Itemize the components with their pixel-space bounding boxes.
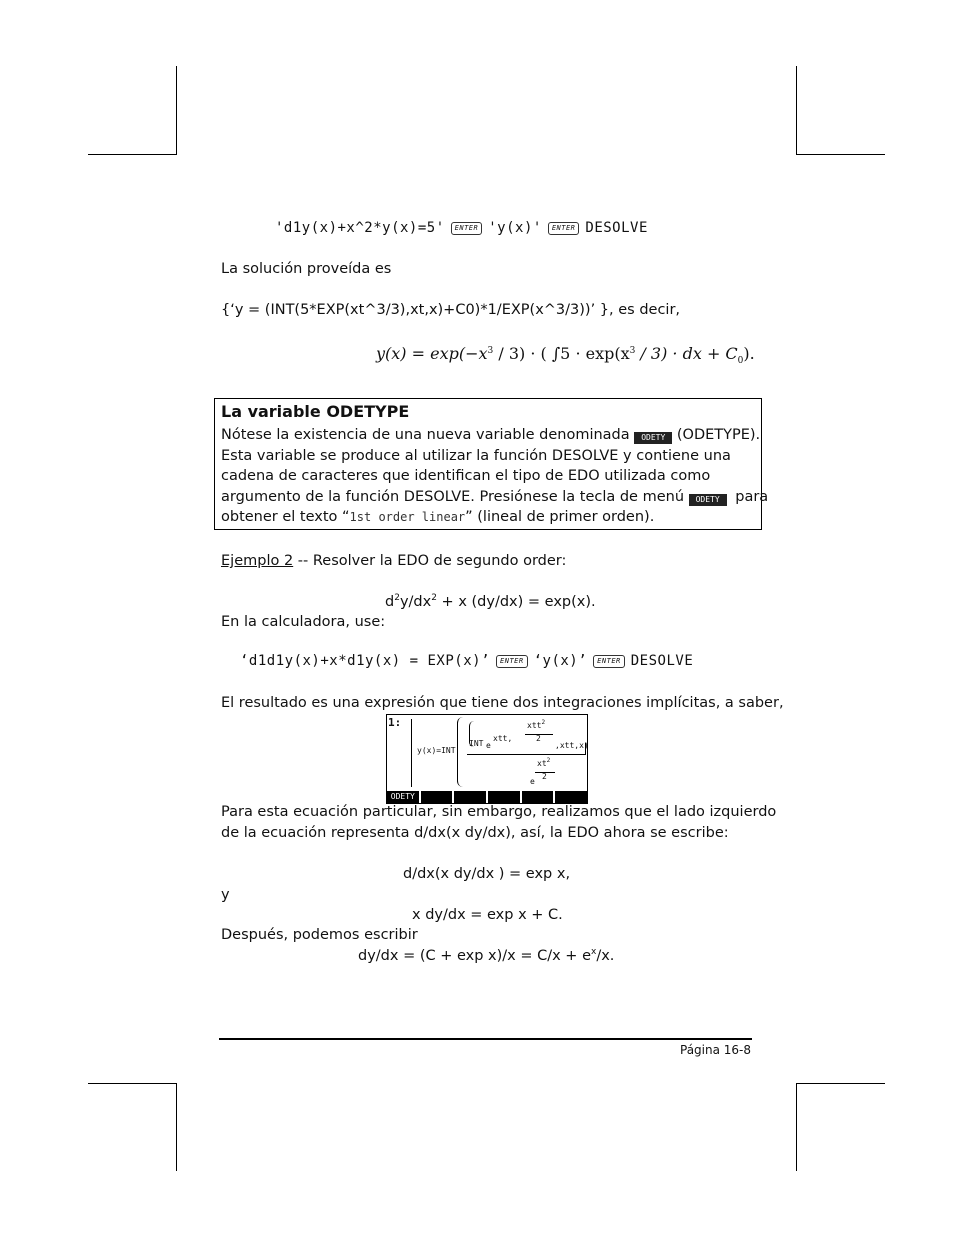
den-e: e: [530, 777, 535, 786]
equation-part: dy/dx = (C + exp x)/x = C/x + e: [358, 948, 591, 964]
crop-mark: [796, 154, 885, 155]
equation-a: d/dx(x dy/dx ) = exp x,: [403, 866, 571, 882]
softkey-odety[interactable]: ODETY: [387, 791, 419, 803]
command-text: ‘d1d1y(x)+x*d1y(x) = EXP(x)’: [240, 653, 491, 669]
despues-text: Después, podemos escribir: [221, 927, 418, 943]
formula-part: / 3) · ( ∫5 · exp(x: [493, 344, 630, 363]
command-line-2: [240, 651, 693, 671]
calculator-screen: [386, 714, 588, 804]
den-frac-num-text: xt: [537, 759, 547, 768]
odety-menu-icon: ODETY: [689, 494, 727, 506]
den-frac-den: 2: [542, 772, 547, 781]
box-line-1: [221, 425, 760, 445]
frac-den: 2: [536, 734, 541, 743]
stack-level-label: 1:: [388, 716, 402, 729]
example-2-heading: [221, 551, 566, 571]
box-line-3: cadena de caracteres que identifican el tipo de EDO utilizada como: [221, 468, 711, 484]
crop-mark: [176, 1083, 177, 1171]
formula-part: ).: [743, 344, 755, 363]
enter-key-icon: ENTER: [593, 655, 625, 668]
command-text: ‘y(x)’: [533, 653, 588, 669]
formula-exponent: 3: [629, 346, 636, 356]
equation-exponent: 2: [431, 593, 437, 603]
den-frac-num: [537, 759, 550, 768]
main-frac-line: [467, 754, 585, 755]
paragraph-line-1: Para esta ecuación particular, sin embargo, realizamos que el lado izquierdo: [221, 804, 777, 820]
solution-formula: [376, 344, 755, 366]
box-text: para: [735, 489, 769, 505]
command-text: DESOLVE: [630, 653, 694, 669]
equation-exponent: 2: [394, 593, 400, 603]
crop-mark: [88, 1083, 177, 1084]
box-text: (ODETYPE).: [676, 427, 761, 443]
command-line-1: [275, 218, 648, 238]
page-number: Página 16-8: [680, 1043, 752, 1057]
paragraph-line-2: de la ecuación representa d/dx(x dy/dx), así, la EDO ahora se escribe:: [221, 825, 729, 841]
crop-mark: [796, 1083, 797, 1171]
den-frac-exp: 2: [546, 757, 551, 764]
box-line-2: Esta variable se produce al utilizar la función DESOLVE y contiene una: [221, 448, 731, 464]
frac-num: [527, 721, 545, 730]
command-text: 'd1y(x)+x^2*y(x)=5': [275, 220, 445, 236]
example-2-text: -- Resolver la EDO de segundo order:: [293, 553, 567, 569]
example-2-equation: [385, 592, 596, 612]
solution-line: {‘y = (INT(5*EXP(xt^3/3),xt,x)+C0)*1/EXP(x^3/3))’ }, es decir,: [221, 302, 681, 318]
xtt-text: xtt,: [493, 734, 513, 743]
frac-num-text: xtt: [527, 721, 542, 730]
crop-mark: [88, 154, 177, 155]
equation-part: y/dx: [399, 594, 432, 610]
enter-key-icon: ENTER: [496, 655, 528, 668]
crop-mark: [796, 66, 797, 154]
y-word: y: [221, 887, 230, 903]
formula-part: / 3) · dx + C: [635, 344, 738, 363]
exp-e: e: [486, 741, 491, 750]
box-text: ” (lineal de primer orden).: [465, 509, 655, 525]
formula-subscript: 0: [737, 356, 744, 367]
enter-key-icon: ENTER: [548, 222, 580, 235]
tail-text: ,xtt,x): [555, 741, 589, 750]
equation-c: [358, 946, 614, 966]
crop-mark: [176, 66, 177, 154]
equation-part: /x.: [596, 948, 615, 964]
left-brace: [411, 719, 415, 787]
odety-menu-icon: ODETY: [634, 432, 672, 444]
command-text: DESOLVE: [585, 220, 648, 236]
crop-mark: [796, 1083, 885, 1084]
solution-intro: La solución proveída es: [221, 261, 392, 277]
box-line-5: [221, 507, 654, 527]
box-text: obtener el texto “: [221, 509, 350, 525]
equation-part: d: [385, 594, 395, 610]
command-text: 'y(x)': [488, 220, 542, 236]
big-paren: [457, 717, 464, 787]
equation-b: x dy/dx = exp x + C.: [412, 907, 563, 923]
box-text: argumento de la función DESOLVE. Presiónese la tecla de menú: [221, 489, 685, 505]
code-text: 1st order linear: [349, 510, 466, 524]
equation-exponent: x: [590, 947, 597, 957]
example-2-link: Ejemplo 2: [221, 553, 294, 569]
calc-intro: En la calculadora, use:: [221, 614, 386, 630]
formula-exponent: 3: [487, 346, 494, 356]
inner-int: INT: [469, 739, 484, 748]
enter-key-icon: ENTER: [451, 222, 483, 235]
box-text: Nótese la existencia de una nueva variable denominada: [221, 427, 630, 443]
formula-part: y(x) = exp(−x: [376, 344, 488, 363]
frac-exp: 2: [541, 719, 546, 726]
footer-rule: [219, 1038, 752, 1040]
box-line-4: [221, 487, 768, 507]
right-edge: [583, 743, 586, 755]
box-title: La variable ODETYPE: [221, 402, 410, 421]
equation-part: + x (dy/dx) = exp(x).: [436, 594, 596, 610]
expr-lhs: y(x)=INT: [417, 746, 456, 755]
result-text: El resultado es una expresión que tiene dos integraciones implícitas, a saber,: [221, 695, 784, 711]
